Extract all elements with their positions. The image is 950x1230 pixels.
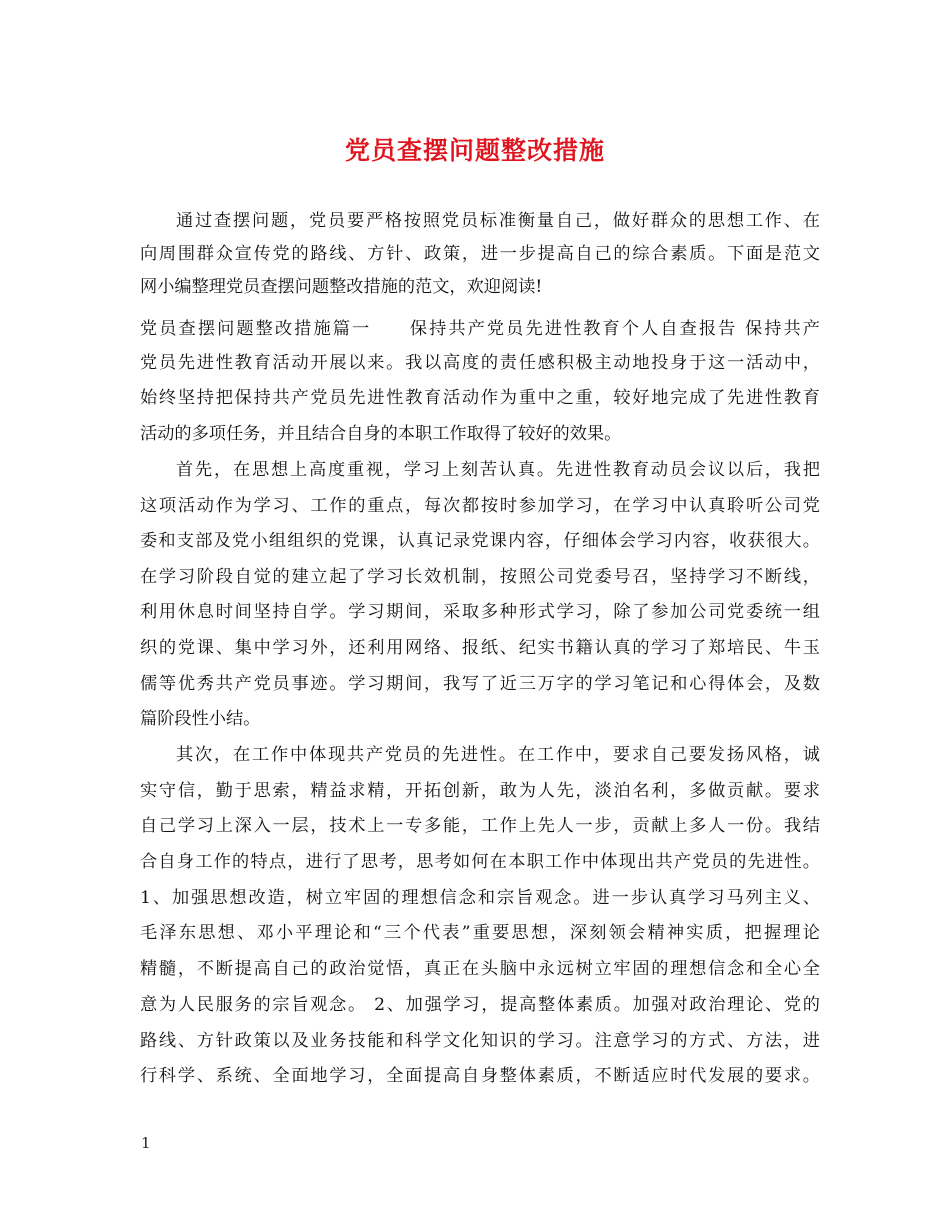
text-line: 党员查摆问题整改措施篇一 保持共产党员先进性教育个人自查报告 保持共产: [140, 319, 820, 339]
text-line: 路线、方针政策以及业务技能和科学文化知识的学习。注意学习的方式、方法，进: [140, 1031, 820, 1051]
text-line: 1、加强思想改造，树立牢固的理想信念和宗旨观念。进一步认真学习马列主义、: [140, 888, 820, 908]
text-line: 实守信，勤于思索，精益求精，开拓创新，敢为人先，淡泊名利，多做贡献。要求: [140, 781, 820, 801]
text-line: 毛泽东思想、邓小平理论和“三个代表”重要思想，深刻领会精神实质，把握理论: [140, 923, 820, 943]
page-number: 1: [141, 1134, 151, 1152]
text-line: 织的党课、集中学习外，还利用网络、报纸、纪实书籍认真的学习了郑培民、牛玉: [140, 638, 820, 658]
text-line: 篇阶段性小结。: [140, 709, 261, 729]
text-line: 活动的多项任务，并且结合自身的本职工作取得了较好的效果。: [140, 424, 622, 444]
text-line: 儒等优秀共产党员事迹。学习期间，我写了近三万字的学习笔记和心得体会，及数: [140, 674, 820, 694]
text-line: 自己学习上深入一层，技术上一专多能，工作上先人一步，贡献上多人一份。我结: [140, 816, 820, 836]
text-line: 合自身工作的特点，进行了思考，思考如何在本职工作中体现出共产党员的先进性。: [140, 852, 820, 872]
text-line: 在学习阶段自觉的建立起了学习长效机制，按照公司党委号召，坚持学习不断线，: [140, 567, 820, 587]
text-line: 行科学、系统、全面地学习，全面提高自身整体素质，不断适应时代发展的要求。: [140, 1066, 820, 1086]
text-line: 利用休息时间坚持自学。学习期间，采取多种形式学习，除了参加公司党委统一组: [140, 602, 820, 622]
text-line: 其次，在工作中体现共产党员的先进性。在工作中，要求自己要发扬风格，诚: [176, 745, 820, 765]
text-line: 始终坚持把保持共产党员先进性教育活动作为重中之重，较好地完成了先进性教育: [140, 388, 820, 408]
text-line: 党员先进性教育活动开展以来。我以高度的责任感积极主动地投身于这一活动中，: [140, 353, 820, 373]
text-line: 意为人民服务的宗旨观念。 2、加强学习，提高整体素质。加强对政治理论、党的: [140, 995, 820, 1015]
text-line: 通过查摆问题，党员要严格按照党员标准衡量自己，做好群众的思想工作、在: [176, 211, 820, 231]
document-title: 党员查摆问题整改措施: [344, 136, 605, 165]
text-line: 委和支部及党小组组织的党课，认真记录党课内容，仔细体会学习内容，收获很大。: [140, 531, 820, 551]
text-line: 网小编整理党员查摆问题整改措施的范文，欢迎阅读!: [140, 277, 543, 297]
text-line: 向周围群众宣传党的路线、方针、政策，进一步提高自己的综合素质。下面是范文: [140, 244, 820, 264]
text-line: 首先，在思想上高度重视，学习上刻苦认真。先进性教育动员会议以后，我把: [176, 460, 820, 480]
text-line: 这项活动作为学习、工作的重点，每次都按时参加学习，在学习中认真聆听公司党: [140, 496, 820, 516]
text-line: 精髓，不断提高自己的政治觉悟，真正在头脑中永远树立牢固的理想信念和全心全: [140, 959, 820, 979]
